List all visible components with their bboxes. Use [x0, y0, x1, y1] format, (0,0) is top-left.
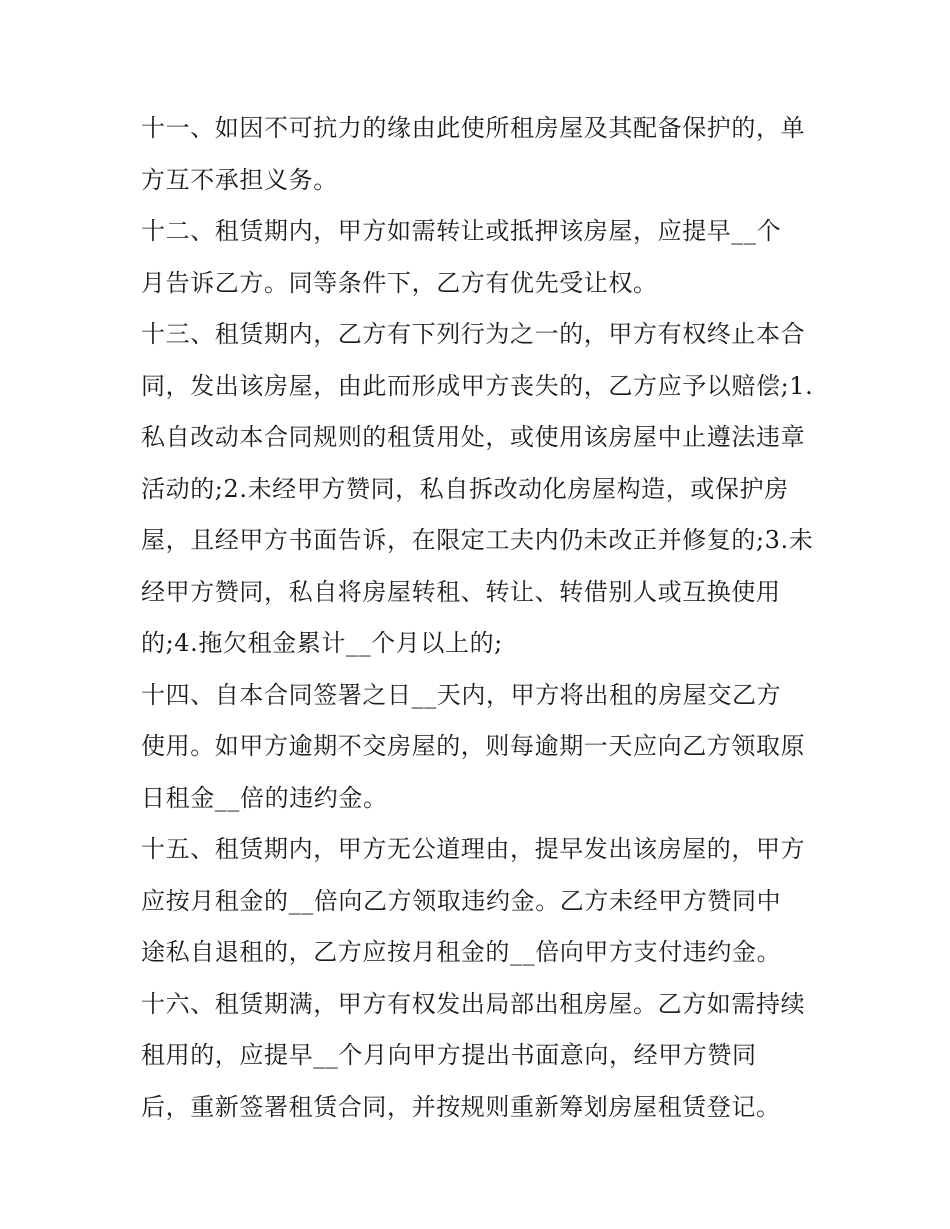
text-line: 私自改动本合同规则的租赁用处，或使用该房屋中止遵法违章 — [141, 423, 806, 451]
text-line: 活动的;2.未经甲方赞同，私自拆改动化房屋构造，或保护房 — [141, 475, 789, 503]
text-line: 日租金__倍的违约金。 — [141, 784, 388, 812]
text-line: 经甲方赞同，私自将房屋转租、转让、转借别人或互换使用 — [141, 578, 781, 606]
text-line: 十二、租赁期内，甲方如需转让或抵押该房屋，应提早__个 — [141, 217, 782, 245]
text-line: 后，重新签署租赁合同，并按规则重新筹划房屋租赁登记。 — [141, 1093, 781, 1121]
text-line: 租用的，应提早__个月向甲方提出书面意向，经甲方赞同 — [141, 1041, 757, 1069]
text-line: 同，发出该房屋，由此而形成甲方丧失的，乙方应予以赔偿;1. — [141, 372, 814, 400]
text-line: 月告诉乙方。同等条件下，乙方有优先受让权。 — [141, 269, 658, 297]
text-line: 使用。如甲方逾期不交房屋的，则每逾期一天应向乙方领取原 — [141, 732, 806, 760]
text-line: 十五、租赁期内，甲方无公道理由，提早发出该房屋的，甲方 — [141, 835, 806, 863]
text-line: 十三、租赁期内，乙方有下列行为之一的，甲方有权终止本合 — [141, 320, 806, 348]
text-line: 屋，且经甲方书面告诉，在限定工夫内仍未改正并修复的;3.未 — [141, 526, 814, 554]
text-line: 途私自退租的，乙方应按月租金的__倍向甲方支付违约金。 — [141, 938, 782, 966]
text-line: 的;4.拖欠租金累计__个月以上的; — [141, 629, 503, 657]
text-line: 方互不承担义务。 — [141, 166, 338, 194]
text-line: 十四、自本合同签署之日__天内，甲方将出租的房屋交乙方 — [141, 681, 782, 709]
text-line: 十六、租赁期满，甲方有权发出局部出租房屋。乙方如需持续 — [141, 990, 806, 1018]
text-line: 十一、如因不可抗力的缘由此使所租房屋及其配备保护的，单 — [141, 114, 806, 142]
text-line: 应按月租金的__倍向乙方领取违约金。乙方未经甲方赞同中 — [141, 887, 782, 915]
